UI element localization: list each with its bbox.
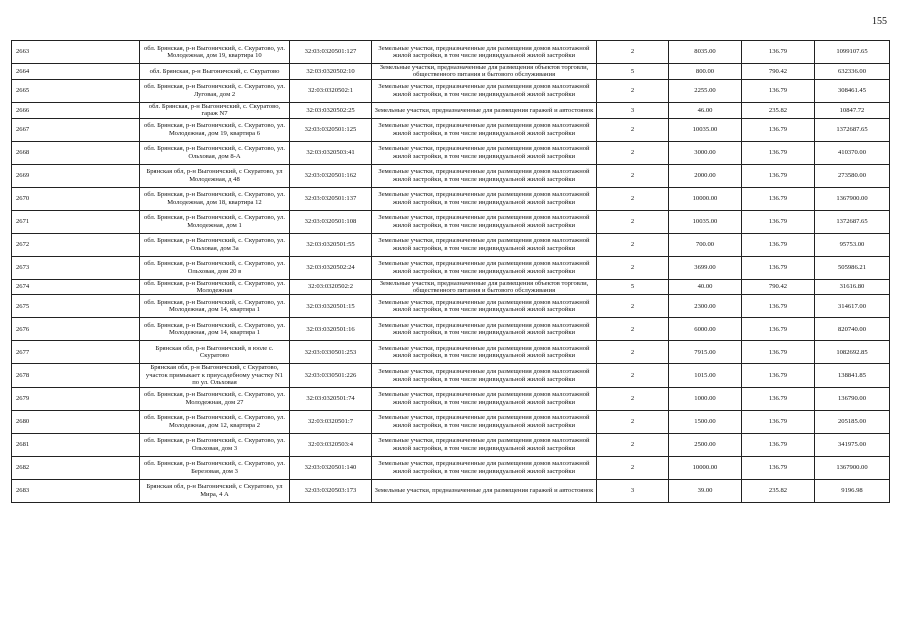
row-number-cell: 2677 [12,341,140,364]
row-number-cell: 2663 [12,41,140,64]
area-cell: 2500.00 [669,433,742,456]
area-cell: 10000.00 [669,456,742,479]
land-plots-table [11,40,890,503]
area-cell: 2300.00 [669,295,742,318]
cadastral-number-cell: 32:03:0320501:137 [290,187,372,210]
area-cell: 3699.00 [669,256,742,279]
address-cell: обл. Брянская, р-н Выгоничский, с. Скуратово, ул. Ольховая, дом 3 [140,433,290,456]
specific-value-cell: 136.79 [742,456,815,479]
area-cell: 1000.00 [669,387,742,410]
row-number-cell: 2683 [12,479,140,502]
row-number-cell: 2674 [12,279,140,295]
land-use-cell: Земельные участки, предназначенные для размещения домов малоэтажной жилой застройки, в том числе индивидуальной жилой застройки [372,318,597,341]
specific-value-cell: 136.79 [742,410,815,433]
use-group-cell: 2 [597,295,669,318]
specific-value-cell: 790.42 [742,64,815,80]
address-cell: обл. Брянская, р-н Выгоничский, с. Скуратово, ул. Молодежная, дом 14, квартира 1 [140,295,290,318]
cadastral-value-cell: 1082692.85 [815,341,890,364]
area-cell: 39.00 [669,479,742,502]
cadastral-number-cell: 32:03:0320501:55 [290,233,372,256]
table-row [12,102,890,118]
land-use-cell: Земельные участки, предназначенные для размещения объектов торговли, общественного питания и бытового обслуживания [372,279,597,295]
cadastral-number-cell: 32:03:0320503:173 [290,479,372,502]
land-use-cell: Земельные участки, предназначенные для размещения домов малоэтажной жилой застройки, в том числе индивидуальной жилой застройки [372,295,597,318]
address-cell: Брянская обл, р-н Выгоничский, в юоле с. Скуратово [140,341,290,364]
table-body [12,41,890,503]
table-row [12,187,890,210]
use-group-cell: 2 [597,341,669,364]
land-use-cell: Земельные участки, предназначенные для размещения домов малоэтажной жилой застройки, в том числе индивидуальной жилой застройки [372,364,597,387]
land-use-cell: Земельные участки, предназначенные для размещения домов малоэтажной жилой застройки, в том числе индивидуальной жилой застройки [372,79,597,102]
area-cell: 2000.00 [669,164,742,187]
address-cell: обл. Брянская, р-н Выгоничский, с. Скуратово, ул. Молодежная [140,279,290,295]
area-cell: 10035.00 [669,210,742,233]
specific-value-cell: 136.79 [742,233,815,256]
area-cell: 3000.00 [669,141,742,164]
cadastral-value-cell: 505986.21 [815,256,890,279]
land-use-cell: Земельные участки, предназначенные для размещения домов малоэтажной жилой застройки, в том числе индивидуальной жилой застройки [372,233,597,256]
cadastral-value-cell: 273580.00 [815,164,890,187]
cadastral-number-cell: 32:03:0320501:108 [290,210,372,233]
row-number-cell: 2667 [12,118,140,141]
cadastral-value-cell: 632336.00 [815,64,890,80]
table-row [12,433,890,456]
row-number-cell: 2679 [12,387,140,410]
cadastral-value-cell: 1099107.65 [815,41,890,64]
row-number-cell: 2670 [12,187,140,210]
table-row [12,341,890,364]
use-group-cell: 2 [597,364,669,387]
specific-value-cell: 136.79 [742,295,815,318]
cadastral-value-cell: 308461.45 [815,79,890,102]
table-row [12,79,890,102]
row-number-cell: 2672 [12,233,140,256]
area-cell: 1015.00 [669,364,742,387]
cadastral-number-cell: 32:03:0320503:41 [290,141,372,164]
cadastral-number-cell: 32:03:0320502:1 [290,79,372,102]
use-group-cell: 2 [597,41,669,64]
use-group-cell: 2 [597,387,669,410]
cadastral-value-cell: 820740.00 [815,318,890,341]
table-row [12,41,890,64]
address-cell: обл. Брянская, р-н Выгоничский, с. Скуратово, ул. Молодежная, дом 19, квартира 10 [140,41,290,64]
row-number-cell: 2676 [12,318,140,341]
address-cell: Брянская обл, р-н Выгоничский, с Скуратово, ул Мира, 4 А [140,479,290,502]
specific-value-cell: 136.79 [742,341,815,364]
cadastral-value-cell: 1372687.65 [815,210,890,233]
page-number: 155 [872,16,887,27]
table-row [12,64,890,80]
specific-value-cell: 136.79 [742,164,815,187]
specific-value-cell: 136.79 [742,41,815,64]
use-group-cell: 2 [597,141,669,164]
land-use-cell: Земельные участки, предназначенные для размещения домов малоэтажной жилой застройки, в том числе индивидуальной жилой застройки [372,164,597,187]
cadastral-value-cell: 314617.00 [815,295,890,318]
land-use-cell: Земельные участки, предназначенные для размещения домов малоэтажной жилой застройки, в том числе индивидуальной жилой застройки [372,387,597,410]
address-cell: обл. Брянская, р-н Выгоничский, с. Скуратово, ул. Молодежная, дом 19, квартира 6 [140,118,290,141]
specific-value-cell: 136.79 [742,364,815,387]
specific-value-cell: 136.79 [742,433,815,456]
cadastral-value-cell: 138841.85 [815,364,890,387]
use-group-cell: 5 [597,64,669,80]
address-cell: обл. Брянская, р-н Выгоничский, с. Скуратово, ул. Ольховая, дом 8-А [140,141,290,164]
land-use-cell: Земельные участки, предназначенные для размещения домов малоэтажной жилой застройки, в том числе индивидуальной жилой застройки [372,256,597,279]
land-use-cell: Земельные участки, предназначенные для размещения гаражей и автостоянок [372,102,597,118]
cadastral-number-cell: 32:03:0320502:25 [290,102,372,118]
area-cell: 6000.00 [669,318,742,341]
cadastral-number-cell: 32:03:0320501:125 [290,118,372,141]
cadastral-number-cell: 32:03:0330501:226 [290,364,372,387]
table-row [12,279,890,295]
land-use-cell: Земельные участки, предназначенные для размещения домов малоэтажной жилой застройки, в том числе индивидуальной жилой застройки [372,341,597,364]
row-number-cell: 2666 [12,102,140,118]
row-number-cell: 2681 [12,433,140,456]
land-use-cell: Земельные участки, предназначенные для размещения гаражей и автостоянок [372,479,597,502]
land-use-cell: Земельные участки, предназначенные для размещения домов малоэтажной жилой застройки, в том числе индивидуальной жилой застройки [372,141,597,164]
area-cell: 10000.00 [669,187,742,210]
use-group-cell: 3 [597,479,669,502]
row-number-cell: 2682 [12,456,140,479]
area-cell: 2255.00 [669,79,742,102]
use-group-cell: 5 [597,279,669,295]
cadastral-value-cell: 95753.00 [815,233,890,256]
address-cell: обл. Брянская, р-н Выгоничский, с. Скуратово, ул. Луговая, дом 2 [140,79,290,102]
cadastral-value-cell: 10847.72 [815,102,890,118]
cadastral-value-cell: 205185.00 [815,410,890,433]
use-group-cell: 2 [597,164,669,187]
use-group-cell: 2 [597,118,669,141]
cadastral-number-cell: 32:03:0320501:74 [290,387,372,410]
cadastral-number-cell: 32:03:0320501:127 [290,41,372,64]
address-cell: обл. Брянская, р-н Выгоничский, с. Скуратово, ул. Березовая, дом 3 [140,456,290,479]
row-number-cell: 2669 [12,164,140,187]
land-use-cell: Земельные участки, предназначенные для размещения домов малоэтажной жилой застройки, в том числе индивидуальной жилой застройки [372,210,597,233]
address-cell: обл. Брянская, р-н Выгоничский, с. Скуратово, ул. Молодежная, дом 18, квартира 12 [140,187,290,210]
row-number-cell: 2675 [12,295,140,318]
specific-value-cell: 136.79 [742,141,815,164]
area-cell: 7915.00 [669,341,742,364]
area-cell: 8035.00 [669,41,742,64]
cadastral-number-cell: 32:03:0320502:10 [290,64,372,80]
land-use-cell: Земельные участки, предназначенные для размещения домов малоэтажной жилой застройки, в том числе индивидуальной жилой застройки [372,118,597,141]
table-row [12,141,890,164]
use-group-cell: 2 [597,187,669,210]
cadastral-value-cell: 1372687.65 [815,118,890,141]
row-number-cell: 2668 [12,141,140,164]
area-cell: 10035.00 [669,118,742,141]
land-use-cell: Земельные участки, предназначенные для размещения объектов торговли, общественного питания и бытового обслуживания [372,64,597,80]
use-group-cell: 2 [597,79,669,102]
row-number-cell: 2671 [12,210,140,233]
use-group-cell: 2 [597,318,669,341]
specific-value-cell: 136.79 [742,256,815,279]
area-cell: 1500.00 [669,410,742,433]
table-row [12,318,890,341]
cadastral-value-cell: 9196.98 [815,479,890,502]
table-row [12,456,890,479]
address-cell: Брянская обл, р-н Выгоничский, с Скуратово, участок примыкает к приусадебному участку N1 по ул. Ольховая [140,364,290,387]
cadastral-number-cell: 32:03:0320501:140 [290,456,372,479]
cadastral-number-cell: 32:03:0320502:24 [290,256,372,279]
table-row [12,387,890,410]
specific-value-cell: 136.79 [742,79,815,102]
row-number-cell: 2678 [12,364,140,387]
table-row [12,479,890,502]
specific-value-cell: 136.79 [742,387,815,410]
use-group-cell: 2 [597,410,669,433]
address-cell: обл. Брянская, р-н Выгоничский, с. Скуратово, ул. Молодежная, дом 1 [140,210,290,233]
area-cell: 46.00 [669,102,742,118]
land-use-cell: Земельные участки, предназначенные для размещения домов малоэтажной жилой застройки, в том числе индивидуальной жилой застройки [372,187,597,210]
use-group-cell: 2 [597,256,669,279]
cadastral-number-cell: 32:03:0330501:253 [290,341,372,364]
use-group-cell: 3 [597,102,669,118]
use-group-cell: 2 [597,233,669,256]
use-group-cell: 2 [597,210,669,233]
address-cell: обл. Брянская, р-н Выгоничский, с. Скуратово, ул. Молодежная, дом 12, квартира 2 [140,410,290,433]
row-number-cell: 2664 [12,64,140,80]
address-cell: обл. Брянская, р-н Выгоничский, с. Скуратово, ул. Молодежная, дом 14, квартира 1 [140,318,290,341]
address-cell: Брянская обл, р-н Выгоничский, с Скуратово, ул Молодежная, д 48 [140,164,290,187]
address-cell: обл. Брянская, р-н Выгоничский, с. Скуратово, ул. Ольховая, дом 20 в [140,256,290,279]
land-use-cell: Земельные участки, предназначенные для размещения домов малоэтажной жилой застройки, в том числе индивидуальной жилой застройки [372,41,597,64]
specific-value-cell: 136.79 [742,187,815,210]
area-cell: 700.00 [669,233,742,256]
specific-value-cell: 136.79 [742,118,815,141]
cadastral-value-cell: 1367900.00 [815,456,890,479]
address-cell: обл. Брянская, р-н Выгоничский, с. Скуратово, гараж N7 [140,102,290,118]
cadastral-number-cell: 32:03:0320503:4 [290,433,372,456]
land-use-cell: Земельные участки, предназначенные для размещения домов малоэтажной жилой застройки, в том числе индивидуальной жилой застройки [372,456,597,479]
address-cell: обл. Брянская, р-н Выгоничский, с. Скуратово, ул. Ольховая, дом 3а [140,233,290,256]
table-row [12,410,890,433]
cadastral-number-cell: 32:03:0320501:162 [290,164,372,187]
land-use-cell: Земельные участки, предназначенные для размещения домов малоэтажной жилой застройки, в том числе индивидуальной жилой застройки [372,433,597,456]
cadastral-value-cell: 136790.00 [815,387,890,410]
row-number-cell: 2673 [12,256,140,279]
table-row [12,164,890,187]
cadastral-number-cell: 32:03:0320501:7 [290,410,372,433]
cadastral-value-cell: 31616.80 [815,279,890,295]
row-number-cell: 2680 [12,410,140,433]
address-cell: обл. Брянская, р-н Выгоничский, с. Скуратово [140,64,290,80]
cadastral-value-cell: 341975.00 [815,433,890,456]
use-group-cell: 2 [597,456,669,479]
area-cell: 40.00 [669,279,742,295]
table-row [12,118,890,141]
specific-value-cell: 136.79 [742,318,815,341]
land-use-cell: Земельные участки, предназначенные для размещения домов малоэтажной жилой застройки, в том числе индивидуальной жилой застройки [372,410,597,433]
cadastral-value-cell: 1367900.00 [815,187,890,210]
table-row [12,364,890,387]
row-number-cell: 2665 [12,79,140,102]
address-cell: обл. Брянская, р-н Выгоничский, с. Скуратово, ул. Молодежная, дом 27 [140,387,290,410]
table-row [12,256,890,279]
cadastral-number-cell: 32:03:0320501:15 [290,295,372,318]
cadastral-value-cell: 410370.00 [815,141,890,164]
table-row [12,295,890,318]
table-row [12,233,890,256]
specific-value-cell: 136.79 [742,210,815,233]
specific-value-cell: 235.82 [742,102,815,118]
use-group-cell: 2 [597,433,669,456]
cadastral-number-cell: 32:03:0320501:16 [290,318,372,341]
specific-value-cell: 790.42 [742,279,815,295]
table-row [12,210,890,233]
area-cell: 800.00 [669,64,742,80]
cadastral-number-cell: 32:03:0320502:2 [290,279,372,295]
specific-value-cell: 235.82 [742,479,815,502]
